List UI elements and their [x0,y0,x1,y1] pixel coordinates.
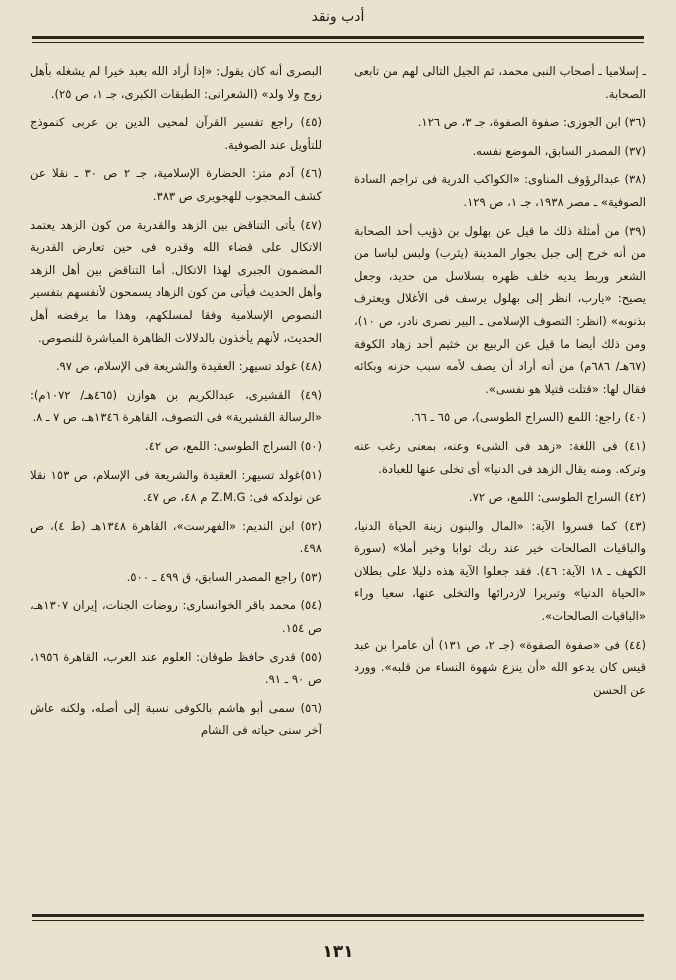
footnote-paragraph: (٥٦) سمى أبو هاشم بالكوفى نسبة إلى أصله، ولكنه عاش آخر سنى حياته فى الشام [30,700,322,738]
footnote-paragraph: (٣٧) المصدر السابق، الموضع نفسه. [472,143,646,158]
footnote-paragraph: (٤٨) غولد تسيهر: العقيدة والشريعة فى الإسلام، ص ٩٧. [55,359,322,374]
footnote-paragraph: (٤٤) فى «صفوة الصفوة» (جـ ٢، ص ١٣١) أن عامرا بن عبد قيس كان يدعو الله «أن ينزع شهوة النساء من قلبه». وورد عن الحسن [354,637,646,697]
header-rule-thin [32,42,644,43]
footnote-paragraph: (٤٠) راجع: اللمع (السراج الطوسى)، ص ٦٥ ـ ٦٦. [410,410,646,425]
footer-rule-thin [32,920,644,921]
page-number: ١٣١ [322,942,354,962]
footnote-paragraph: (٤٣) كما فسروا الآية: «المال والبنون زينة الحياة الدنيا، والباقيات الصالحات خير عند ربك ثوابا وخير أملا» (سورة الكهف ـ ١٨ الآية: ٤٦). فقد جعلوا الآية هذه دليلا على بطلان «الحياة الدنيا» وتبريرا لازدرائها والتخلى عنها، سعيا وراء «الباقيات الصالحات». [354,518,646,624]
footnote-paragraph: (٣٦) ابن الجوزى: صفوة الصفوة، جـ ٣، ص ١٢٦. [417,115,646,130]
footnote-paragraph: (٣٨) عبدالرؤوف المناوى: «الكواكب الدرية فى تراجم السادة الصوفية» ـ مصر ١٩٣٨، جـ ١، ص ١٢٩. [354,172,646,209]
footnote-paragraph: (٤٦) آدم متز: الحضارة الإسلامية، جـ ٢ ص ٣٠ ـ نقلا عن كشف المحجوب للهجويرى ص ٣٨٣. [30,166,322,203]
footnote-paragraph: (٥٣) راجع المصدر السابق، ق ٤٩٩ ـ ٥٠٠. [126,569,322,584]
footnote-paragraph: (٤٧) يأتى التناقض بين الزهد والقدرية من كون الزهد يعتمد الاتكال على قضاء الله وقدره فى حين تعارض القدرية المضمون الجبرى لهذا الاتكال. أما التناقض بين أهل الزهد وأهل الحديث فيأتى من كون الزهاد يسمحون لأنفسهم بتفسير النصوص الإسلامية وفقا لمسلكهم، وهذا ما يرفضه أهل الحديث، لأنهم يأخذون بالدلالات الظاهرة المباشرة للنصوص. [30,217,322,345]
left-column [30,60,322,892]
right-column [354,60,646,892]
footer-rule-thick [32,914,644,917]
footnote-paragraph: ـ إسلاميا ـ أصحاب النبى محمد، ثم الجيل التالى لهم من تابعى الصحابة. [354,64,646,101]
footnote-paragraph: (٤٢) السراج الطوسى: اللمع، ص ٧٢. [468,490,646,505]
footnote-paragraph: (٥٥) قدرى حافظ طوقان: العلوم عند العرب، القاهرة ١٩٥٦، ص ٩٠ ـ ٩١. [30,649,322,687]
footnote-paragraph: (٤٥) راجع تفسير القرآن لمحيى الدين بن عربى كنموذج للتأويل عند الصوفية. [30,115,322,152]
footnote-paragraph: (٤٩) القشيرى، عبدالكريم بن هوازن (٤٦٥هـ/ ١٠٧٢م): «الرسالة القشيرية» فى التصوف، القاهرة ١٣٤٦هـ، ص ٧ ـ ٨. [30,387,322,425]
footnote-paragraph: (٤١) فى اللغة: «زهد فى الشىء وعنه، بمعنى رغب عنه وتركه. ومنه يقال الزهد فى الدنيا» أى تخلى عنها للعبادة. [354,438,646,476]
footnote-paragraph: (٥٢) ابن النديم: «الفهرست»، القاهرة ١٣٤٨هـ (ط ٤)، ص ٤٩٨. [30,518,322,556]
footnote-paragraph: (٥٤) محمد باقر الخوانسارى: روضات الجنات، إيران ١٣٠٧هـ، ص ١٥٤. [30,598,322,636]
footnote-paragraph: (٥٠) السراج الطوسى: اللمع، ص ٤٢. [144,438,322,453]
running-header: أدب ونقد [311,9,365,25]
footnote-paragraph: (٥١)غولد تسيهر: العقيدة والشريعة فى الإسلام، ص ١٥٣ نقلا عن نولدكه فى: Z.M.G م ٤٨، ص ٤٧. [30,467,322,505]
footnote-paragraph: البصرى أنه كان يقول: «إذا أراد الله بعبد خيرا لم يشغله بأهل زوج ولا ولد» (الشعرانى: الطبقات الكبرى، جـ ١، ص ٢٥). [30,64,322,101]
footnote-paragraph: (٣٩) من أمثلة ذلك ما قيل عن بهلول بن ذؤيب أحد الصحابة من أنه خرج إلى جبل بجوار المدينة (يثرب) ولبس لباسا من الشعر وربط يديه خلف ظهره بسلاسل من حديد، وجعل يصيح: «يارب، انظر إلى بهلول يرسف فى الأغلال ويعترف بذنوبه» (انظر: التصوف الإسلامى ـ البير نصرى نادر، ص ١٠)، ومن ذلك أيضا ما قيل عن الربيع بن خثيم أحد زهاد الكوفة (٦٧هـ/ ٦٨٦م) من أنه أراد أن يصف لأمه سبب حزنه وبكائه فقال لها: «قتلت قتيلا هو نفسى». [354,223,646,396]
header-rule-thick [32,36,644,39]
